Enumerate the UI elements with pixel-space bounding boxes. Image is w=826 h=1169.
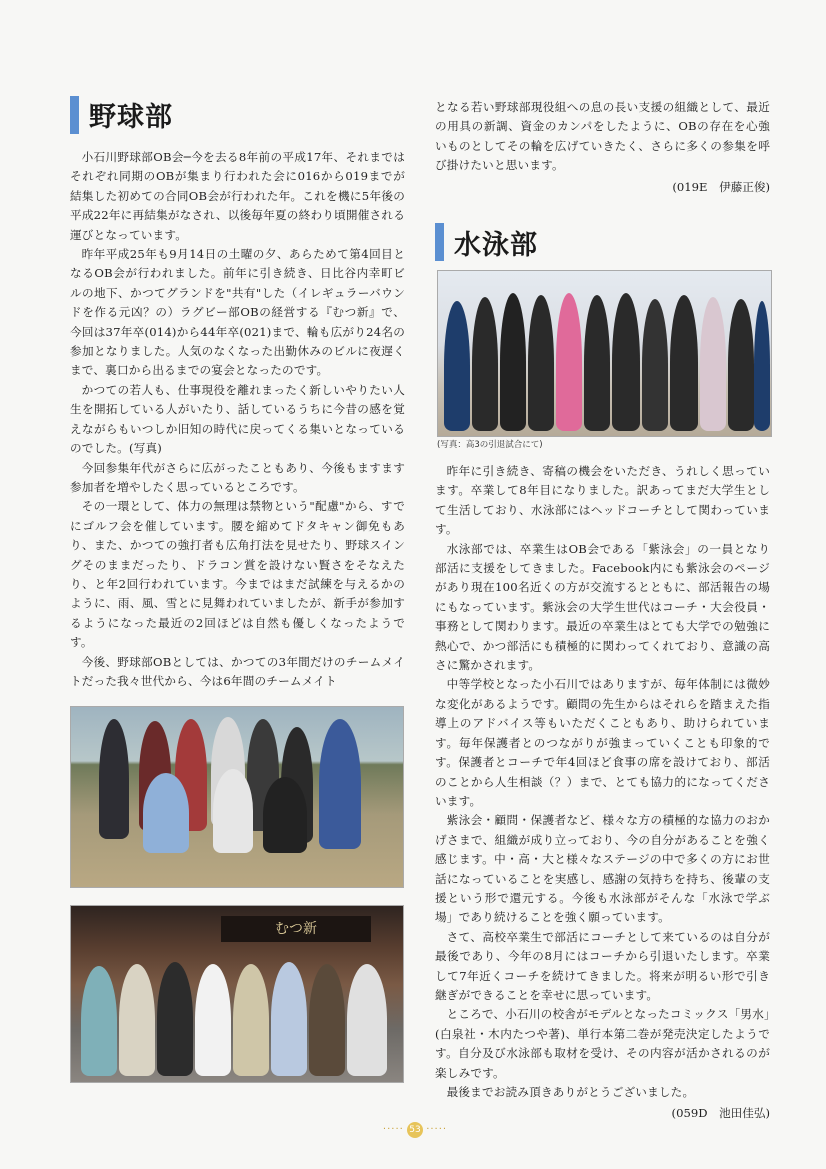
baseball-paragraph-2: 昨年平成25年も9月14日の土曜の夕、あらためて第4回目となるOB会が行われました。前年に引き続き、日比谷内幸町ビルの地下、かつてグランドを"共有"した（イレギュラーバウンドを作る元凶？の）ラグビー部OBの経営する『むつ新』で、今回は37年卒(014)から44年卒(021)まで、輪も広がり24名の参加となりました。人気のなくなった出勤休みのビルに夜遅くまで、裏口から出るまでの宴会となったのです。 xyxy=(70,247,405,378)
baseball-paragraph-4: 今回参集年代がさらに広がったこともあり、今後もますます参加者を増やしたく思っているところです。 xyxy=(70,460,405,494)
baseball-title: 野球部 xyxy=(89,102,173,133)
swimming-paragraph-4: 紫泳会・顧問・保護者など、様々な方の積極的な協力のおかげさまで、組織が成り立っており、今の自分があることを強く感じます。中・高・大と様々なステージの中で多くの方にお世話になっていることを実感し、感謝の気持ちを持ち、後輩の支援という形で還元する。今後も水泳部がそんな「水泳で学ぶ場」であり続けることを強く願っています。 xyxy=(435,813,770,925)
photo-person xyxy=(700,297,726,431)
baseball-paragraph-5: その一環として、体力の無理は禁物という"配慮"から、すでにゴルフ会を催しています。腰を縮めてドタキャン御免もあり、また、かつての強打者も広角打法を見せたり、野球スイングそのままだったり、ドラコン賞を設けない賢さをそなえたり、と年2回行われています。今まではまだ試練を与えるかのように、雨、風、雪とに見舞われていましたが、新手が参加するようになった最近の2回ほどは自然も優しくなったようです。 xyxy=(70,499,405,650)
photo-person xyxy=(728,299,754,431)
baseball-paragraph-6: 今後、野球部OBとしては、かつての3年間だけのチームメイトだった我々世代から、今は6年間のチームメイト xyxy=(70,654,405,688)
photo-person xyxy=(263,777,307,853)
swimming-paragraph-5: さて、高校卒業生で部活にコーチとして来ているのは自分が最後であり、今年の8月にはコーチから引退いたします。卒業して7年近くコーチを続けてきました。将来が明るい形で引き継ぎができることを幸せに思っています。 xyxy=(435,929,770,1002)
heading-bar xyxy=(435,223,444,261)
swimming-paragraph-3: 中等学校となった小石川ではありますが、毎年体制には微妙な変化があるようです。顧問の先生からはそれらを踏まえた指導上のアドバイス等もいただくこともあり、助けられています。毎年保護者とのつながりが強まっていくことも印象的です。保護者とコーチで年4回ほど食事の席を設けており、部活のことから人生相談（？）まで、とても協力的になってくださいます。 xyxy=(435,677,770,808)
restaurant-group-photo xyxy=(70,905,404,1083)
photo-person xyxy=(233,964,269,1076)
heading-bar xyxy=(70,96,79,134)
swimming-paragraph-6: ところで、小石川の校舎がモデルとなったコミックス「男水」(白泉社・木内たつや著)、単行本第二巻が発売決定したようです。自分及び水泳部も取材を受け、その内容が活かされるのが楽しみです。 xyxy=(435,1007,770,1080)
right-column xyxy=(435,98,770,276)
photo-person xyxy=(99,719,129,839)
photo-person xyxy=(309,964,345,1076)
golf-group-photo xyxy=(70,706,404,888)
swimming-heading xyxy=(435,223,770,262)
page-number-badge: 53 xyxy=(407,1122,423,1138)
photo-person xyxy=(319,719,361,849)
photo-person xyxy=(556,293,582,431)
swimming-paragraph-2: 水泳部では、卒業生はOB会である「紫泳会」の一員となり部活に支援をしてきました。Facebook内にも紫泳会のページがあり現在100名近くの方が交流するとともに、部活報告の場にもなっています。紫泳会の大学生世代はコーチ・大会役員・事務として関わります。最近の卒業生はとても大学での勉強に熱心で、かつ部活にも積極的に関わってくれており、意識の高さに驚かされます。 xyxy=(435,541,770,673)
baseball-section xyxy=(70,95,405,691)
photo-person xyxy=(670,295,698,431)
photo-person xyxy=(271,962,307,1076)
swimming-paragraph-7: 最後までお読み頂きありがとうございました。 xyxy=(446,1085,695,1099)
photo-person xyxy=(119,964,155,1076)
baseball-paragraph-1: 小石川野球部OB会─今を去る8年前の平成17年、それまではそれぞれ同期のOBが集まり行われた会に016から019までが結集した初めての合同OB会が行われた年。これを機に5年後の平成22年に再結集がなされ、以後毎年夏の終わり頃開催される運びとなっています。 xyxy=(70,150,405,242)
photo-person xyxy=(347,964,387,1076)
swimming-section xyxy=(435,462,770,1123)
swimming-signature: (059D 池田佳弘) xyxy=(671,1106,770,1121)
photo-person xyxy=(157,962,193,1076)
page-number xyxy=(380,1122,450,1138)
photo-person xyxy=(213,769,253,853)
page-number-dots: ····· xyxy=(426,1124,448,1135)
photo-person xyxy=(444,301,470,431)
photo-person xyxy=(143,773,189,853)
swimming-photo-caption: (写真：高3の引退試合にて) xyxy=(437,440,543,450)
restaurant-sign: むつ新 xyxy=(221,916,371,942)
page-number-dots: ····· xyxy=(382,1124,404,1135)
photo-person xyxy=(612,293,640,431)
swimming-team-photo xyxy=(437,270,772,437)
photo-person xyxy=(754,301,770,431)
photo-person xyxy=(195,964,231,1076)
baseball-continuation: となる若い野球部現役組への息の長い支援の組織として、最近の用具の新調、資金のカンパをしたように、OBの存在を心強いものとしてその輪を広げていきたく、さらに多くの参集を呼び掛けたいと思います。 xyxy=(435,100,770,173)
photo-person xyxy=(642,299,668,431)
baseball-signature: (019E 伊藤正俊) xyxy=(672,179,770,194)
baseball-heading xyxy=(70,95,405,134)
baseball-paragraph-3: かつての若人も、仕事現役を離れまったく新しいやりたい人生を開拓している人がいたり、話しているうちに今昔の感を覚えながらもいつしか旧知の時代に戻ってくる集いとなっているのでした。(写真) xyxy=(70,382,405,456)
photo-person xyxy=(472,297,498,431)
swimming-paragraph-1: 昨年に引き続き、寄稿の機会をいただき、うれしく思っています。卒業して8年目になりました。訳あってまだ大学生として生活しており、水泳部にはヘッドコーチとして関わっています。 xyxy=(435,464,770,537)
swimming-title: 水泳部 xyxy=(454,229,538,261)
photo-person xyxy=(584,295,610,431)
photo-person xyxy=(81,966,117,1076)
photo-person xyxy=(528,295,554,431)
photo-person xyxy=(500,293,526,431)
